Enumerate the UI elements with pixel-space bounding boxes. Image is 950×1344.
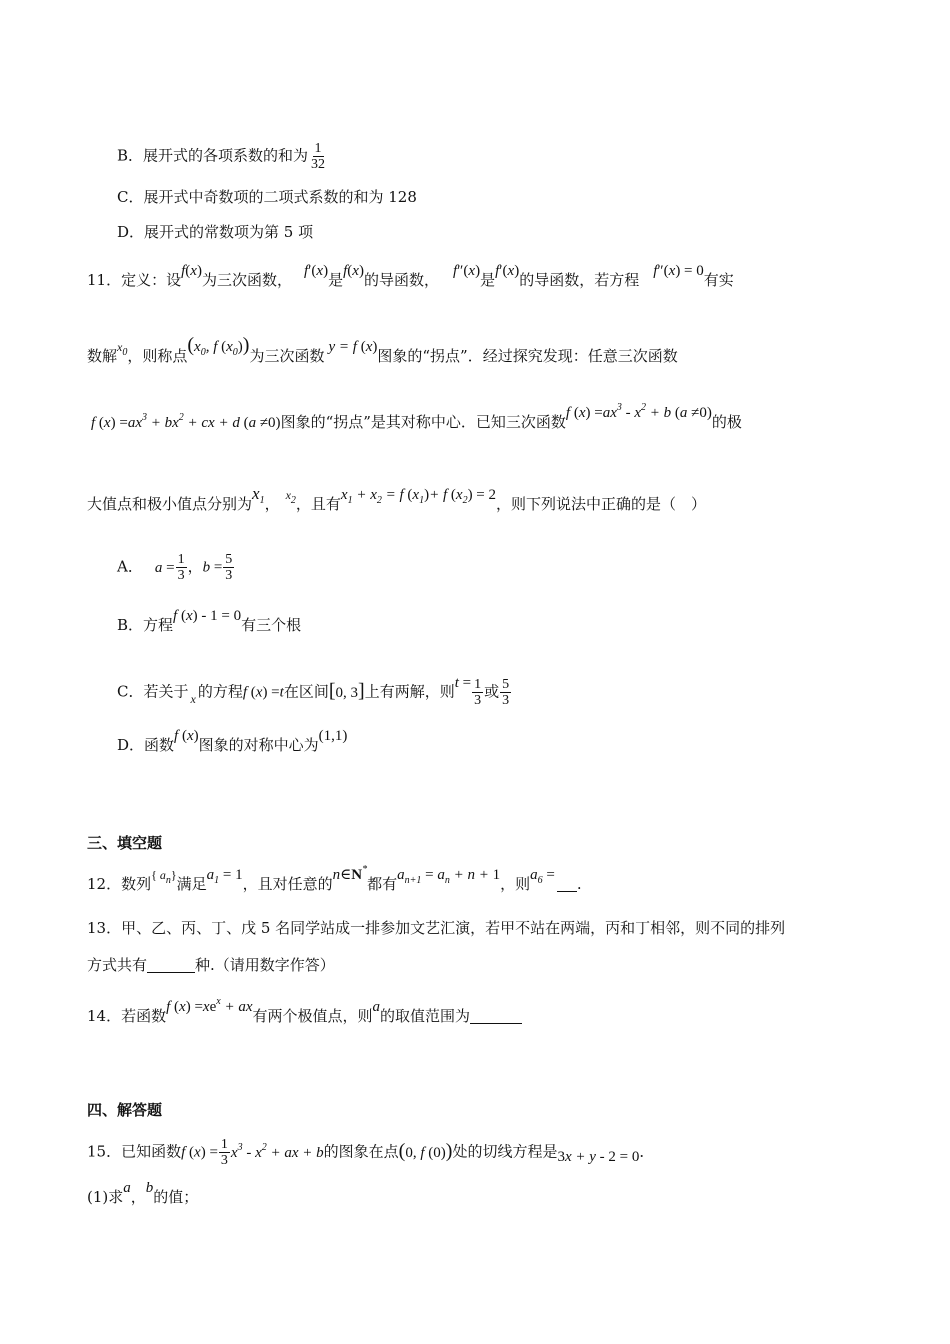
text: 若关于 [143, 682, 189, 701]
text: 的值； [153, 1188, 199, 1206]
q11-option-c [117, 674, 512, 708]
math-a: a [372, 999, 381, 1015]
text: ，则下列说法中正确的是（ ） [496, 495, 707, 513]
q13-line-1 [87, 918, 785, 938]
text: 为三次函数 [249, 347, 325, 365]
option-letter: C． [117, 188, 144, 206]
text: 是 [328, 271, 344, 289]
text: 函数 [144, 736, 175, 754]
math-x0: x0 [117, 340, 128, 358]
math-a: a [123, 1180, 131, 1196]
math-point: (1,1) [318, 728, 348, 744]
math-a1: $a_1 = 1$ [206, 867, 243, 886]
text: ，且有 [295, 495, 341, 513]
math-f-x: f(x) [181, 263, 202, 279]
text: ，则称点 [127, 347, 188, 365]
fraction: $\frac{5}{3}$ [225, 552, 233, 583]
math-point: ($x_0$, f $(x_0)$) [187, 334, 250, 358]
math-function-rest: $x^3 - x^2$ + ax + b [230, 1141, 324, 1161]
option-letter: D． [117, 736, 145, 754]
math-x: x [190, 691, 196, 706]
fraction: $\frac{1}{3}$ [177, 552, 185, 583]
text: 数解 [87, 347, 118, 365]
text: ． [639, 1142, 655, 1161]
math-n-in-N: n∈N* [332, 864, 368, 883]
text: 有实 [703, 271, 734, 289]
text: 已知函数 [121, 1142, 182, 1161]
question-number: 14． [87, 1007, 122, 1025]
text: . [576, 875, 582, 893]
math-function: f $(x) =xe^x$ + ax [166, 996, 253, 1015]
text: (1)求 [87, 1188, 124, 1206]
answer-blank [470, 1007, 522, 1024]
fraction: $\frac{5}{3}$ [502, 677, 510, 708]
option-letter: B． [117, 146, 144, 165]
question-number: 11． [87, 271, 122, 289]
text: 在区间 [283, 682, 329, 701]
math-x1: $x_1$ [252, 484, 265, 506]
math-x2: x2 [285, 488, 296, 506]
numerator: 1 [314, 141, 322, 156]
text: 的极 [711, 413, 742, 431]
q15 [87, 1137, 654, 1168]
text: 为三次函数， [201, 271, 292, 289]
q10-option-c [117, 187, 417, 207]
text: ，且对任意的 [242, 875, 333, 893]
q11-line-4 [87, 484, 707, 521]
q11-line-3 [91, 402, 742, 433]
math-f-prime: f′(x) [303, 263, 329, 279]
text: 的取值范围为 [380, 1007, 471, 1025]
option-text: 展开式的常数项为第 5 项 [144, 223, 314, 241]
text: 上有两解，则 [364, 682, 455, 701]
math-y-eq-fx: y = f (x) [328, 339, 378, 355]
section-heading: 四、解答题 [87, 1101, 163, 1119]
q10-option-b [117, 141, 328, 172]
text: 的方程 [197, 682, 243, 701]
math-a-eq: a = [154, 559, 175, 576]
q11-option-a: A． a = $\frac{1}{3}$ ，b = $\frac{5}{3}$ [117, 552, 233, 583]
math-b: b [145, 1180, 154, 1196]
question-number: 13． [87, 919, 122, 937]
math-t-eq: t = [454, 674, 472, 691]
text: 甲、乙、丙、丁、戊 5 名同学站成一排参加文艺汇演，若甲不站在两端，丙和丁相邻，则不同的排列 [121, 919, 786, 937]
text: 图象的对称中心为 [198, 736, 319, 754]
math-interval: [0, 3] [328, 679, 365, 702]
math-function: f (x) = [181, 1144, 218, 1161]
denominator: 32 [311, 157, 326, 172]
text: 有两个极值点，则 [252, 1007, 373, 1025]
q14 [87, 996, 522, 1027]
text: 或 [484, 682, 500, 701]
section-heading: 三、填空题 [87, 834, 163, 852]
text: 方式共有 [87, 956, 148, 974]
text: ， [130, 1188, 146, 1206]
math-sequence: { an} [151, 868, 177, 886]
option-text: 展开式中奇数项的二项式系数的和为 128 [143, 188, 417, 206]
text: 是 [480, 271, 496, 289]
option-letter: A． [117, 557, 143, 576]
math-point: (0, f (0)) [398, 1139, 453, 1162]
math-tangent-line: 3x + y - 2 = 0 [557, 1148, 640, 1165]
option-letter: B． [117, 616, 144, 634]
text: 若函数 [121, 1007, 167, 1025]
math-cubic-given: f $(x) =ax^3 - x^2 + b$ (a ≠0) [565, 402, 712, 421]
text: 都有 [367, 875, 398, 893]
q11-option-d [117, 728, 348, 756]
text: 图象的“拐点”是其对称中心．已知三次函数 [280, 413, 566, 431]
math-recurrence: $a_{n+1} = a_n + n + 1$ [397, 867, 501, 886]
q11-line-2 [87, 334, 678, 373]
text: 定义：设 [121, 271, 182, 289]
q12 [87, 864, 582, 901]
math-equation: f (x) - 1 = 0 [173, 608, 242, 624]
math-b-eq: b = [202, 559, 223, 576]
q13-line-2 [87, 955, 335, 975]
math-cubic-general: f $(x) =ax^3 + bx^2$ + cx + d (a ≠0) [91, 412, 281, 431]
math-f-prime: f′(x) [495, 263, 520, 279]
option-letter: D． [117, 223, 145, 241]
fraction [309, 141, 327, 172]
text: 种.（请用数字作答） [195, 956, 335, 974]
math-condition: $x_1 + x_2 = f$ $(x_1)+ f$ $(x_2) = 2$ [340, 487, 497, 506]
answer-blank [147, 956, 195, 973]
q11-line-1 [87, 263, 734, 291]
text: ，则 [500, 875, 531, 893]
math-a6: $a_6$ = [530, 867, 555, 886]
answer-blank [557, 875, 577, 892]
text: 方程 [143, 616, 174, 634]
q10-option-d [117, 222, 313, 242]
math-equation: f″(x) = 0 [653, 263, 704, 279]
text: 处的切线方程是 [452, 1142, 558, 1161]
fraction: $\frac{1}{3}$ [474, 677, 482, 708]
question-number: 12． [87, 875, 122, 893]
option-letter: C． [117, 682, 144, 701]
text: 有三个根 [241, 616, 302, 634]
text: 的导函数，若方程 [519, 271, 640, 289]
text: ， [264, 495, 280, 513]
option-text: 展开式的各项系数的和为 [143, 146, 309, 165]
text: 的图象在点 [323, 1142, 399, 1161]
q11-option-b [117, 608, 302, 636]
fraction: $\frac{1}{3}$ [220, 1137, 228, 1168]
math-equation: f (x) =t [242, 684, 284, 701]
question-number: 15． [87, 1142, 122, 1161]
text: 图象的“拐点”．经过探究发现：任意三次函数 [377, 347, 678, 365]
text: 满足 [176, 875, 207, 893]
text: 数列 [121, 875, 152, 893]
text: 的导函数， [363, 271, 439, 289]
q15-part-1 [87, 1180, 199, 1208]
math-f-double-prime: f″(x) [452, 263, 481, 279]
text: 大值点和极小值点分别为 [87, 495, 253, 513]
math-f-x: f (x) [174, 728, 199, 744]
math-f-x: f(x) [343, 263, 364, 279]
